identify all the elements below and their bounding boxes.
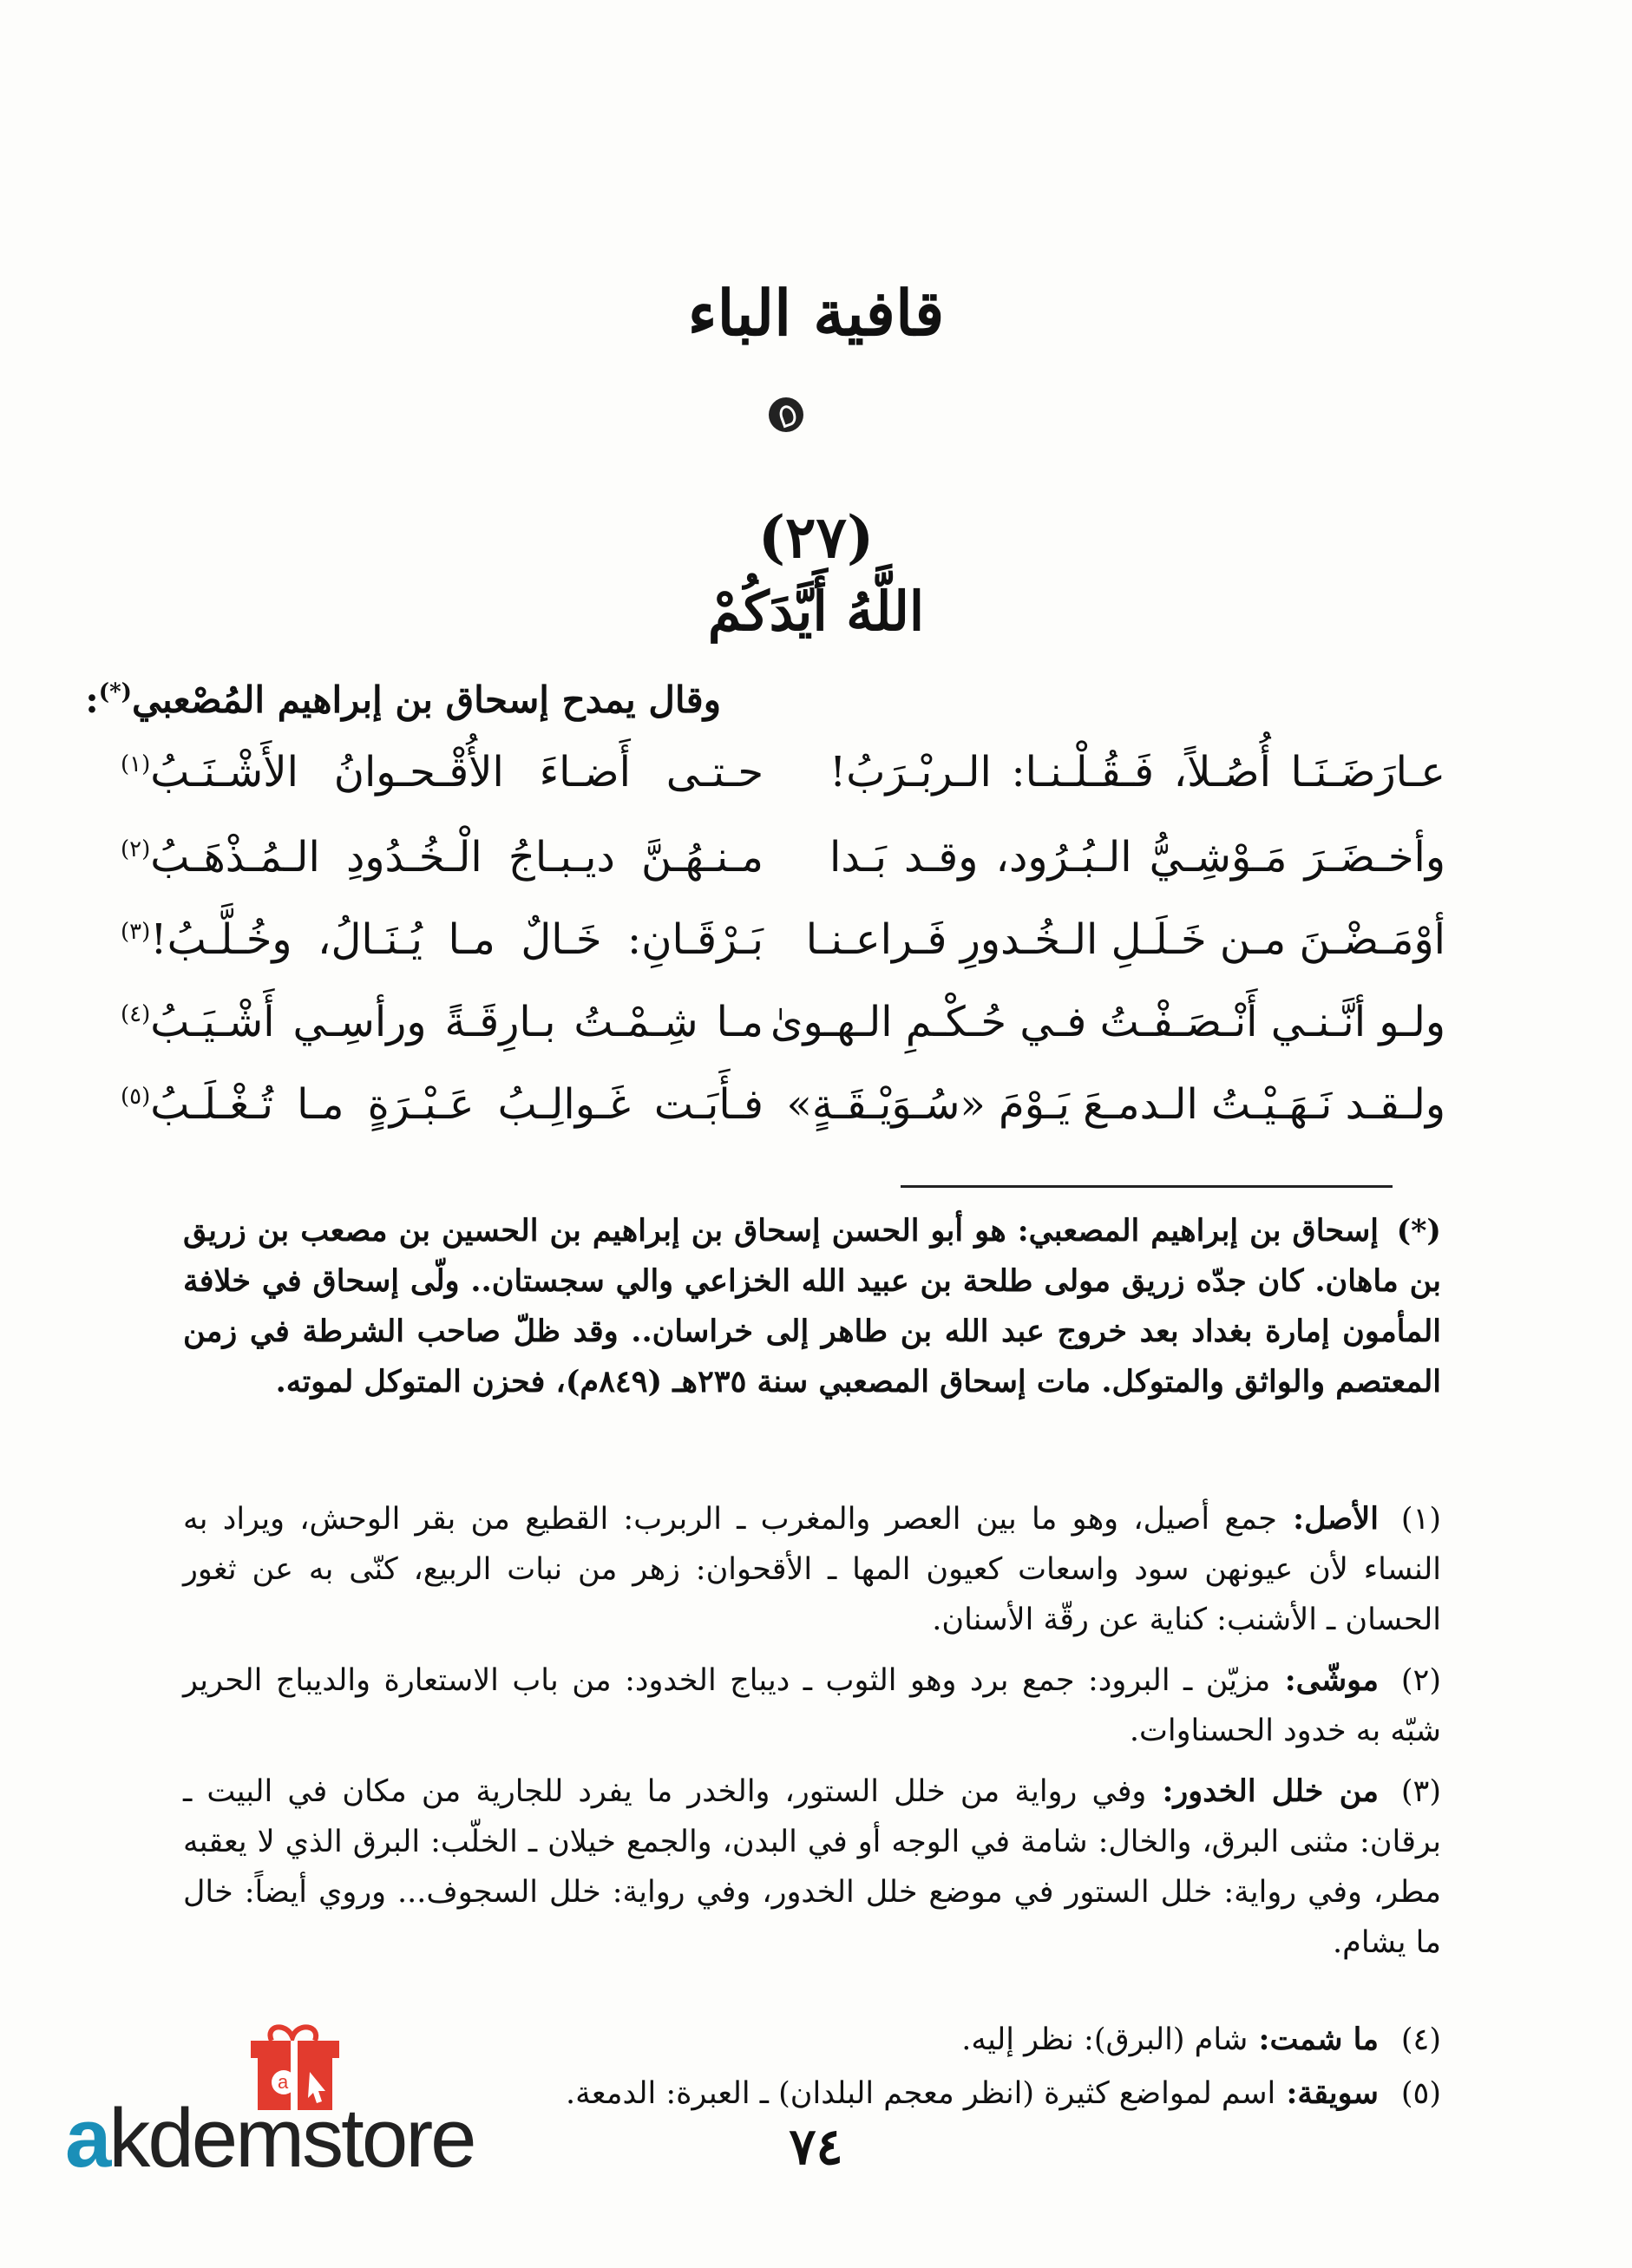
page-number: ٧٤: [789, 2117, 843, 2176]
footnote-text: مزيّن ـ البرود: جمع برد وهو الثوب ـ ديباج الخدود: من باب الاستعارة والديباج الحرير شبّه به خدود الحسناوات.: [183, 1663, 1441, 1748]
verse-line: [0, 1080, 1632, 1150]
footnote-number: (٤): [1400, 2022, 1441, 2057]
verse-line: [0, 915, 1632, 985]
verse-line: [0, 998, 1632, 1067]
footnote-text: جمع أصيل، وهو ما بين العصر والمغرب ـ الربرب: القطيع من بقر الوحش، ويراد به النساء لأن عيونهن سود واسعات كعيون المها ـ الأقحوان: زهر من نبات الربيع، كنّى به عن ثغور الحسان ـ الأشنب: كناية عن رقّة الأسنان.: [183, 1502, 1441, 1637]
footnote: [183, 1494, 1441, 1645]
footnote-term: سويقة:: [1275, 2075, 1379, 2111]
verse-second-hemistich: مـنـهُـنَّ ديـبـاجُ الْـخُـدُودِ الـمُـذْهَـبُ$^{(٢)}$: [121, 833, 764, 882]
footnote-number: (٥): [1400, 2076, 1441, 2111]
verse-footnote-marker: (٤): [121, 1001, 151, 1027]
verse-first-hemistich: وأخـضَـرَ مَـوْشِـيُّ الـبُـرُود، وقـد بَـدا: [829, 833, 1445, 882]
footnote: [183, 1767, 1441, 1968]
poem-number: (٢٧): [757, 503, 875, 571]
watermark-brand: akdemstore: [65, 2092, 475, 2185]
footnote-text: اسم لمواضع كثيرة (انظر معجم البلدان) ـ العبرة: الدمعة.: [565, 2076, 1276, 2111]
footnote-text: وفي رواية من خلل الستور، والخدر ما يفرد للجارية من مكان في البيت ـ برقان: مثنى البرق، والخال: شامة في الوجه أو في البدن، والجمع خيلان ـ الخلّب: البرق الذي لا يعقبه مطر، وفي رواية: خلل الستور في موضع خلل الخدور، وفي رواية: خلل السجوف... وروي أيضاً: خال ما يشام.: [183, 1774, 1441, 1960]
footnote-number: (٣): [1400, 1774, 1441, 1809]
ornament-icon: [769, 397, 803, 432]
verse-first-hemistich: أوْمَـضْـنَ مـن خَـلَـلِ الـخُـدورِ فَـراعـنـا: [805, 915, 1445, 964]
footnote: [183, 1655, 1441, 1756]
verse-footnote-marker: (١): [121, 751, 151, 777]
verse-first-hemistich: ولـقـد نَـهَـيْـتُ الـدمـعَ يَـوْمَ «سُـوَيْـقَـةٍ»: [786, 1080, 1445, 1129]
footnote-number: (*): [1396, 1213, 1441, 1249]
section-title: قافية الباء: [687, 276, 945, 350]
footnote-term: ما شمت:: [1248, 2022, 1379, 2057]
verse-first-hemistich: ولـو أنَّـنـي أَنْـصَـفْـتُ فـي حُـكْـمِ الـهـوىٰ: [770, 998, 1445, 1046]
verse-footnote-marker: (٣): [121, 919, 151, 945]
svg-text:a: a: [278, 2071, 289, 2093]
intro-footnote-marker: (*): [98, 679, 132, 705]
verse-second-hemistich: مـا شِـمْـتُ بـارِقَـةً ورأسِـي أَشْـيَـبُ$^{(٤)}$: [121, 998, 764, 1046]
footnote: [183, 1206, 1441, 1407]
footnote-text: هو أبو الحسن إسحاق بن إبراهيم بن الحسين بن مصعب بن زريق بن ماهان. كان جدّه زريق مولى طلحة بن عبيد الله الخزاعي والي سجستان.. ولّى إسحاق في خلافة المأمون إمارة بغداد بعد خروج عبد الله بن طاهر إلى خراسان.. وقد ظلّ صاحب الشرطة في زمن المعتصم والواثق والمتوكل. مات إسحاق المصعبي سنة ٢٣٥هـ (٨٤٩م)، فحزن المتوكل لموته.: [183, 1213, 1441, 1399]
verse-footnote-marker: (٢): [121, 836, 151, 862]
verse-second-hemistich: فـأَبَـت غَـوالِـبُ عَـبْـرَةٍ مـا تُـغْـلَـبُ$^{(٥)}$: [121, 1080, 764, 1129]
footnote-number: (١): [1400, 1502, 1441, 1537]
footnote-term: من خلل الخدور:: [1146, 1773, 1379, 1809]
footnote-number: (٢): [1400, 1663, 1441, 1698]
verse-second-hemistich: بَـرْقَـانِ: خَـالٌ مـا يُـنَـالُ، وخُـلَّـبُ!$^{(٣)}$: [121, 915, 764, 964]
verse-second-hemistich: حـتـى أَضـاءَ الأُقْـحـوانُ الأَشْـنَـبُ$^{(١)}$: [121, 748, 764, 796]
poem-title: اللَّهُ أَيَّدَكُمْ: [707, 580, 925, 643]
footnote-term: الأصل:: [1276, 1501, 1379, 1537]
verse-footnote-marker: (٥): [121, 1084, 151, 1110]
footnote-text: شام (البرق): نظر إليه.: [961, 2022, 1249, 2057]
verse-line: [0, 748, 1632, 817]
watermark-logo: [65, 2022, 516, 2185]
footnote-term: موشّى:: [1270, 1662, 1379, 1698]
verse-line: [0, 833, 1632, 902]
footnote-term: إسحاق بن إبراهيم المصعبي:: [1006, 1213, 1379, 1249]
intro-text: وقال يمدح إسحاق بن إبراهيم المُصْعبي: [131, 678, 721, 721]
verse-first-hemistich: عـارَضَـنَـا أُصُـلاً، فَـقُـلْـنـا: الـربْـرَبُ!: [829, 748, 1445, 796]
footnote-divider: [901, 1185, 1393, 1188]
poem-intro: وقال يمدح إسحاق بن إبراهيم المُصْعبي(*):: [85, 678, 721, 721]
